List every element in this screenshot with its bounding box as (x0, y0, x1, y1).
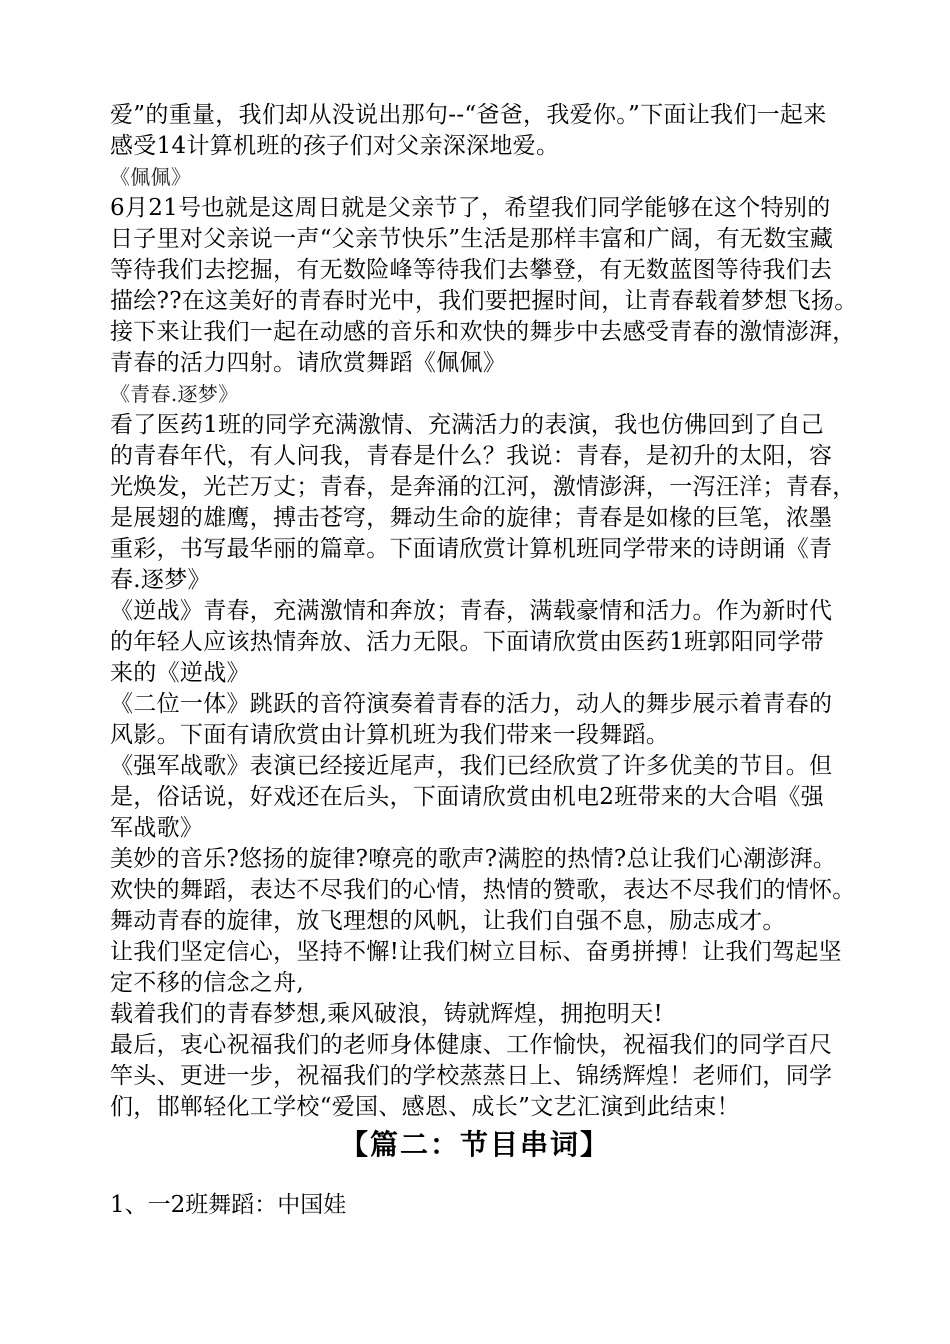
text-line: 重彩，书写最华丽的篇章。下面请欣赏计算机班同学带来的诗朗诵《青 (110, 536, 833, 562)
text-line: 《逆战》青春，充满激情和奔放；青春，满载豪情和活力。作为新时代 (110, 598, 833, 624)
text-line: 春.逐梦》 (110, 567, 211, 593)
text-line: 描绘??在这美好的青春时光中，我们要把握时间，让青春载着梦想飞扬。 (110, 288, 858, 314)
text-line: 《二位一体》跳跃的音符演奏着青春的活力，动人的舞步展示着青春的 (110, 691, 833, 717)
text-line: 舞动青春的旋律，放飞理想的风帆，让我们自强不息，励志成才。 (110, 908, 786, 934)
program-title-line: 《青春.逐梦》 (110, 382, 239, 406)
text-line: 感受14计算机班的孩子们对父亲深深地爱。 (110, 133, 560, 159)
text-line: 美妙的音乐?悠扬的旋律?嘹亮的歌声?满腔的热情?总让我们心潮澎湃。 (110, 846, 837, 872)
body-text (110, 100, 858, 1123)
text-line: 爱”的重量，我们却从没说出那句--“爸爸，我爱你。”下面让我们一起来 (110, 102, 827, 128)
section-heading: 【篇二：节目串词】 (339, 1128, 610, 1161)
text-line: 竿头、更进一步，祝福我们的学校蒸蒸日上、锦绣辉煌！老师们，同学 (110, 1063, 833, 1089)
text-line: 最后，衷心祝福我们的老师身体健康、工作愉快，祝福我们的同学百尺 (110, 1032, 833, 1058)
text-line: 的青春年代，有人问我，青春是什么？我说：青春，是初升的太阳，容 (110, 443, 833, 469)
text-line: 接下来让我们一起在动感的音乐和欢快的舞步中去感受青春的激情澎湃， (110, 319, 856, 345)
text-line: 载着我们的青春梦想,乘风破浪，铸就辉煌，拥抱明天! (110, 1001, 664, 1027)
text-line: 6月21号也就是这周日就是父亲节了，希望我们同学能够在这个特别的 (110, 195, 831, 221)
text-line: 是，俗话说，好戏还在后头，下面请欣赏由机电2班带来的大合唱《强 (110, 784, 824, 810)
text-line: 《强军战歌》表演已经接近尾声，我们已经欣赏了许多优美的节目。但 (110, 753, 833, 779)
text-line: 的年轻人应该热情奔放、活力无限。下面请欣赏由医药1班郭阳同学带 (110, 629, 824, 655)
text-line: 定不移的信念之舟, (110, 970, 305, 996)
text-line: 们，邯郸轻化工学校“爱国、感恩、成长”文艺汇演到此结束！ (110, 1094, 740, 1120)
text-line: 等待我们去挖掘，有无数险峰等待我们去攀登，有无数蓝图等待我们去 (110, 257, 833, 283)
text-line: 让我们坚定信心，坚持不懈!让我们树立目标、奋勇拼搏！让我们驾起坚 (110, 939, 842, 965)
text-line: 光焕发，光芒万丈；青春，是奔涌的江河，激情澎湃，一泻汪洋；青春， (110, 474, 856, 500)
text-line: 风影。下面有请欣赏由计算机班为我们带来一段舞蹈。 (110, 722, 670, 748)
text-line: 欢快的舞蹈，表达不尽我们的心情，热情的赞歌，表达不尽我们的情怀。 (110, 877, 856, 903)
text-line: 是展翅的雄鹰，搏击苍穹，舞动生命的旋律；青春是如椽的巨笔，浓墨 (110, 505, 833, 531)
text-line: 青春的活力四射。请欣赏舞蹈《佩佩》 (110, 350, 507, 376)
text-line: 来的《逆战》 (110, 660, 250, 686)
program-title-line: 《佩佩》 (110, 165, 192, 189)
text-line: 军战歌》 (110, 815, 204, 841)
program-item: 1、一2班舞蹈：中国娃 (110, 1192, 347, 1218)
text-line: 日子里对父亲说一声“父亲节快乐”生活是那样丰富和广阔，有无数宝藏 (110, 226, 834, 252)
text-line: 看了医药1班的同学充满激情、充满活力的表演，我也仿佛回到了自己 (110, 412, 824, 438)
